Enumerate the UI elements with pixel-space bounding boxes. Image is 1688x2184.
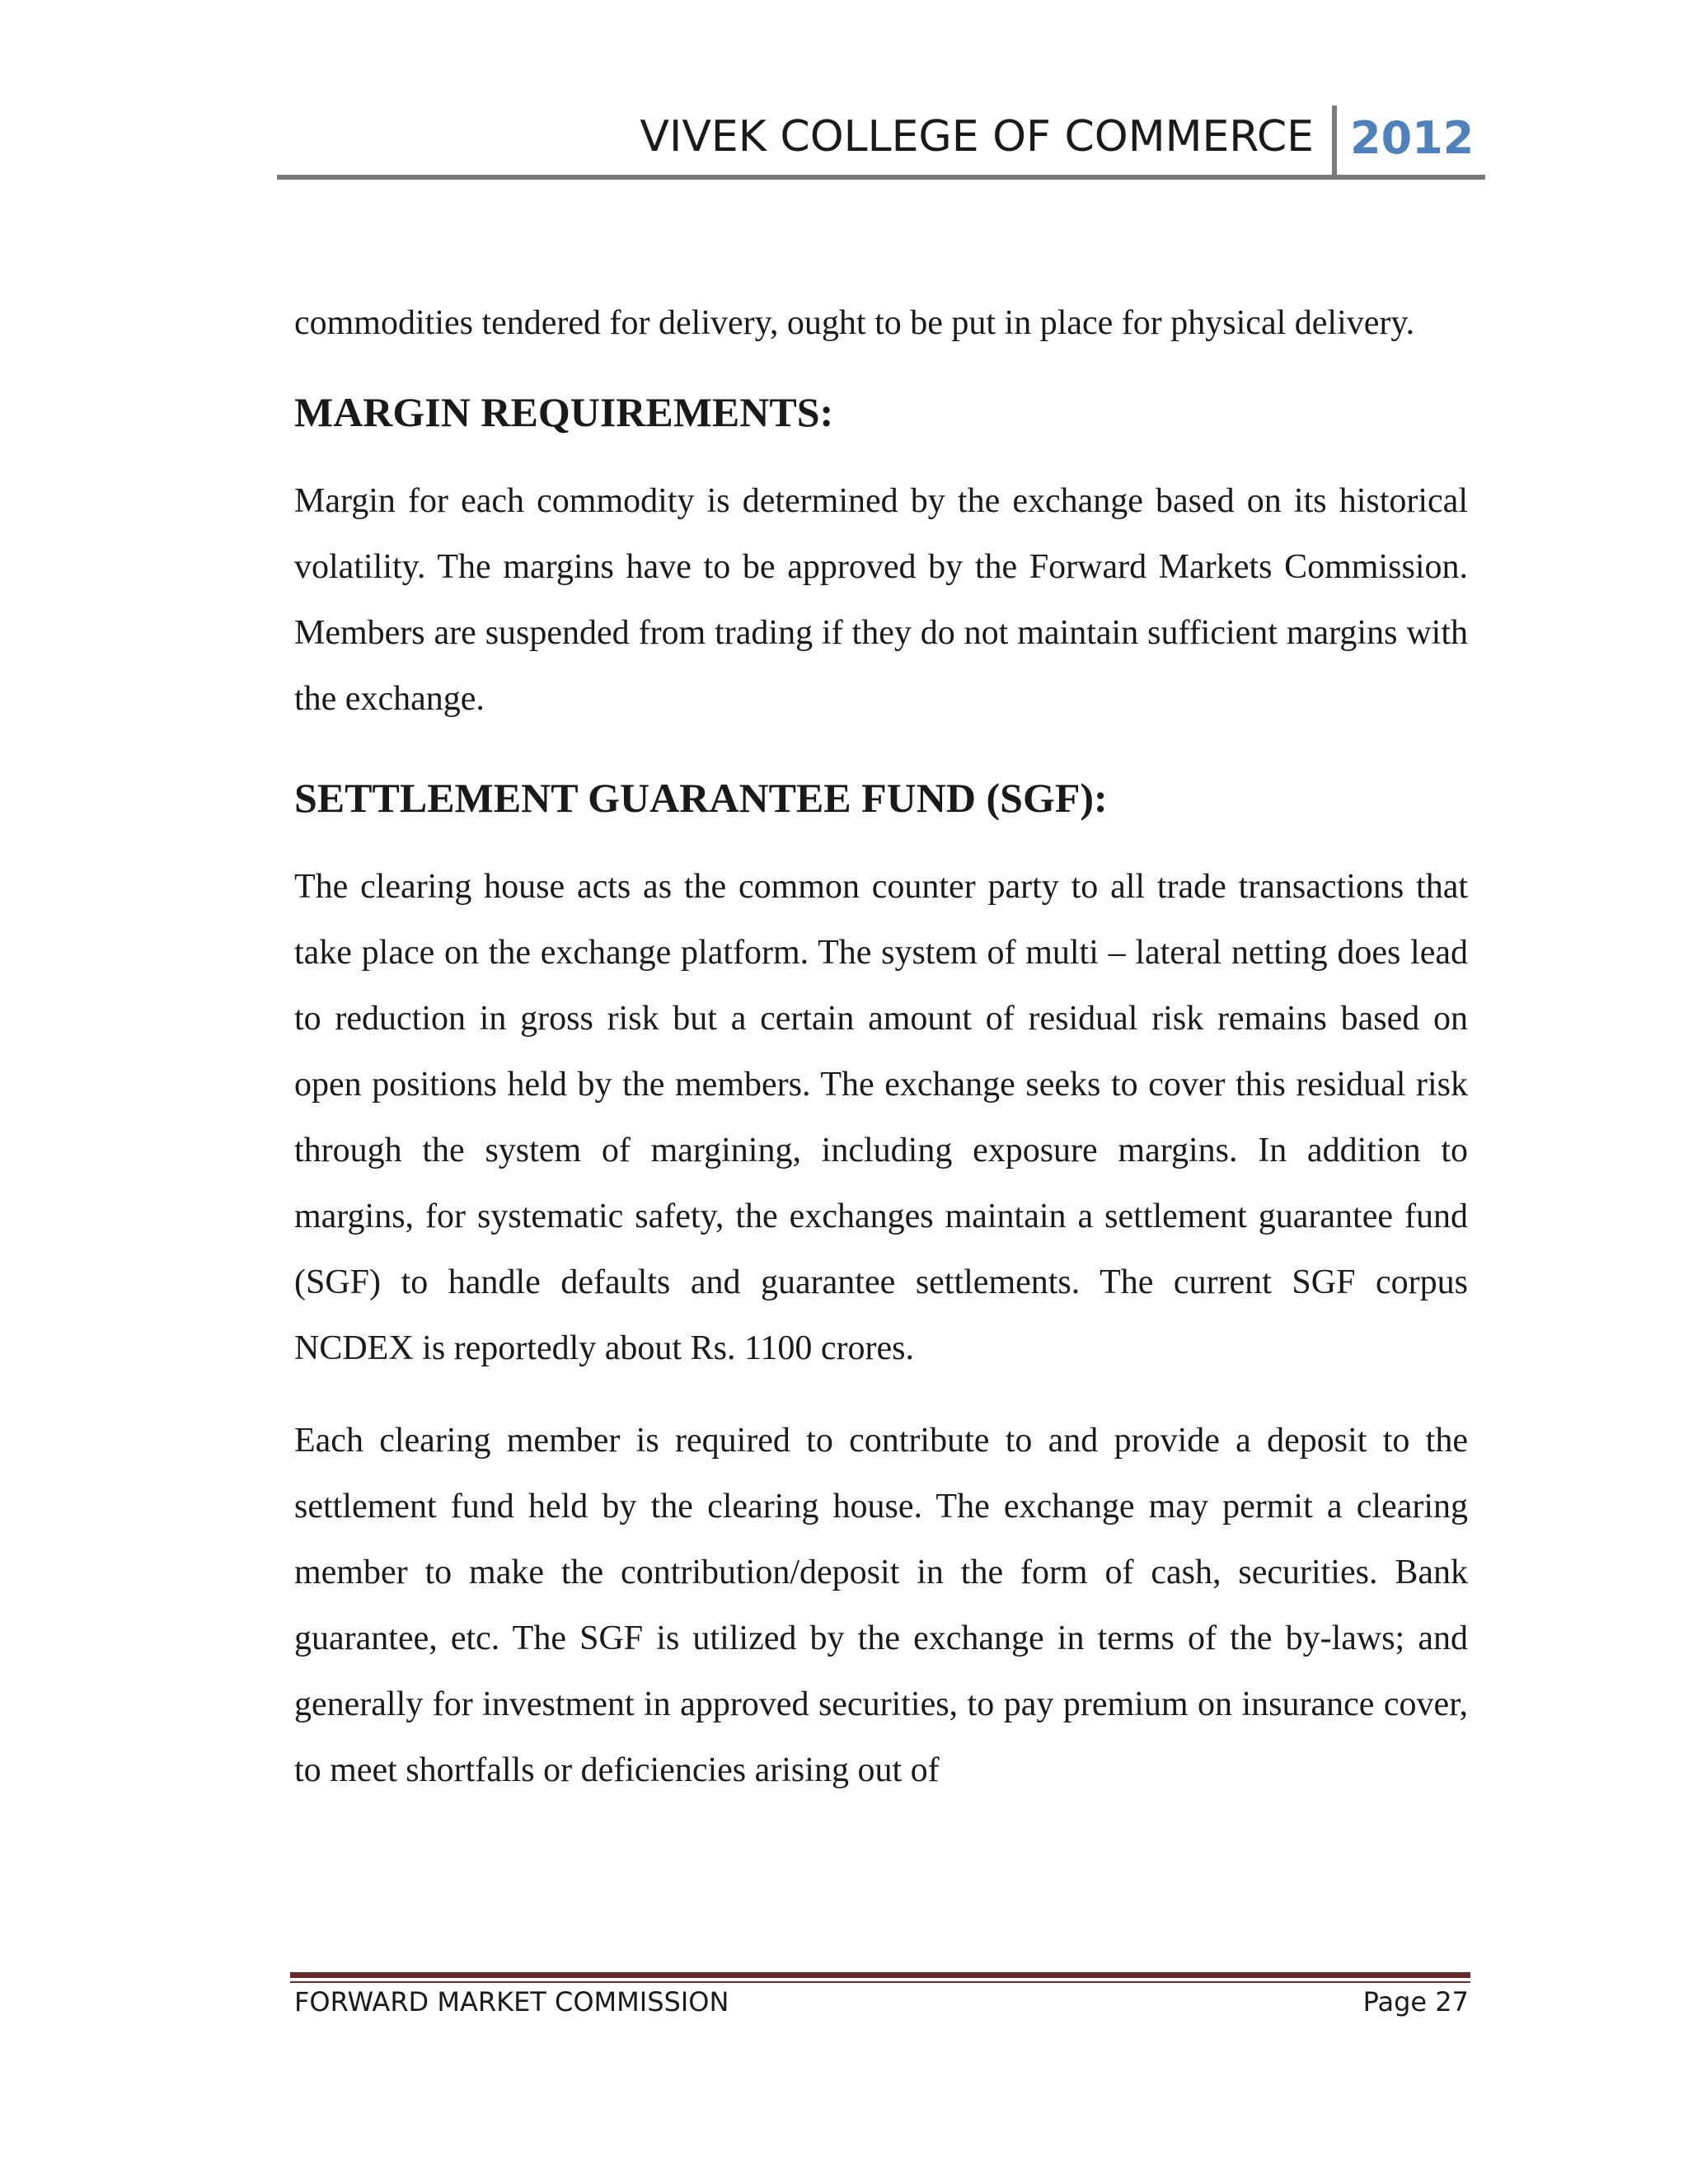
header-rule [277, 175, 1485, 180]
sgf-paragraph-1: The clearing house acts as the common counter party to all trade transactions that take place on the exchange platform. The system of multi – lateral netting does lead to reduction in gross risk but a certain amount of residual risk remains based on open positions held by the members. The exchange seeks to cover this residual risk through the system of margining, including exposure margins. In addition to margins, for systematic safety, the exchanges maintain a settlement guarantee fund (SGF) to handle defaults and guarantee settlements. The current SGF corpus NCDEX is reportedly about Rs. 1100 crores. [294, 868, 1468, 1367]
header-divider [1332, 105, 1337, 178]
sgf-paragraph-2: Each clearing member is required to contribute to and provide a deposit to the settlement fund held by the clearing house. The exchange may permit a clearing member to make the contribution/deposit in the form of cash, securities. Bank guarantee, etc. The SGF is utilized by the exchange in terms of the by-laws; and generally for investment in approved securities, to pay premium on insurance cover, to meet shortfalls or deficiencies arising out of [294, 1422, 1468, 1789]
page-header [277, 105, 1485, 178]
margin-requirements-paragraph: Margin for each commodity is determined by the exchange based on its historical volatility. The margins have to be approved by the Forward Markets Commission. Members are suspended from trading if they do not maintain sufficient margins with the exchange. [294, 482, 1468, 718]
footer-left-text: FORWARD MARKET COMMISSION [294, 1986, 729, 2018]
page-number: Page 27 [1362, 1986, 1469, 2018]
intro-paragraph: commodities tendered for delivery, ought to be put in place for physical delivery. [294, 304, 1415, 342]
header-year: 2012 [1350, 112, 1475, 164]
sgf-heading: SETTLEMENT GUARANTEE FUND (SGF): [294, 775, 1108, 821]
footer-rule-thick [290, 1972, 1470, 1978]
margin-requirements-heading: MARGIN REQUIREMENTS: [294, 389, 834, 435]
header-title: VIVEK COLLEGE OF COMMERCE [640, 112, 1314, 162]
page-content [294, 290, 1468, 1803]
footer-rule-thin [290, 1981, 1470, 1983]
